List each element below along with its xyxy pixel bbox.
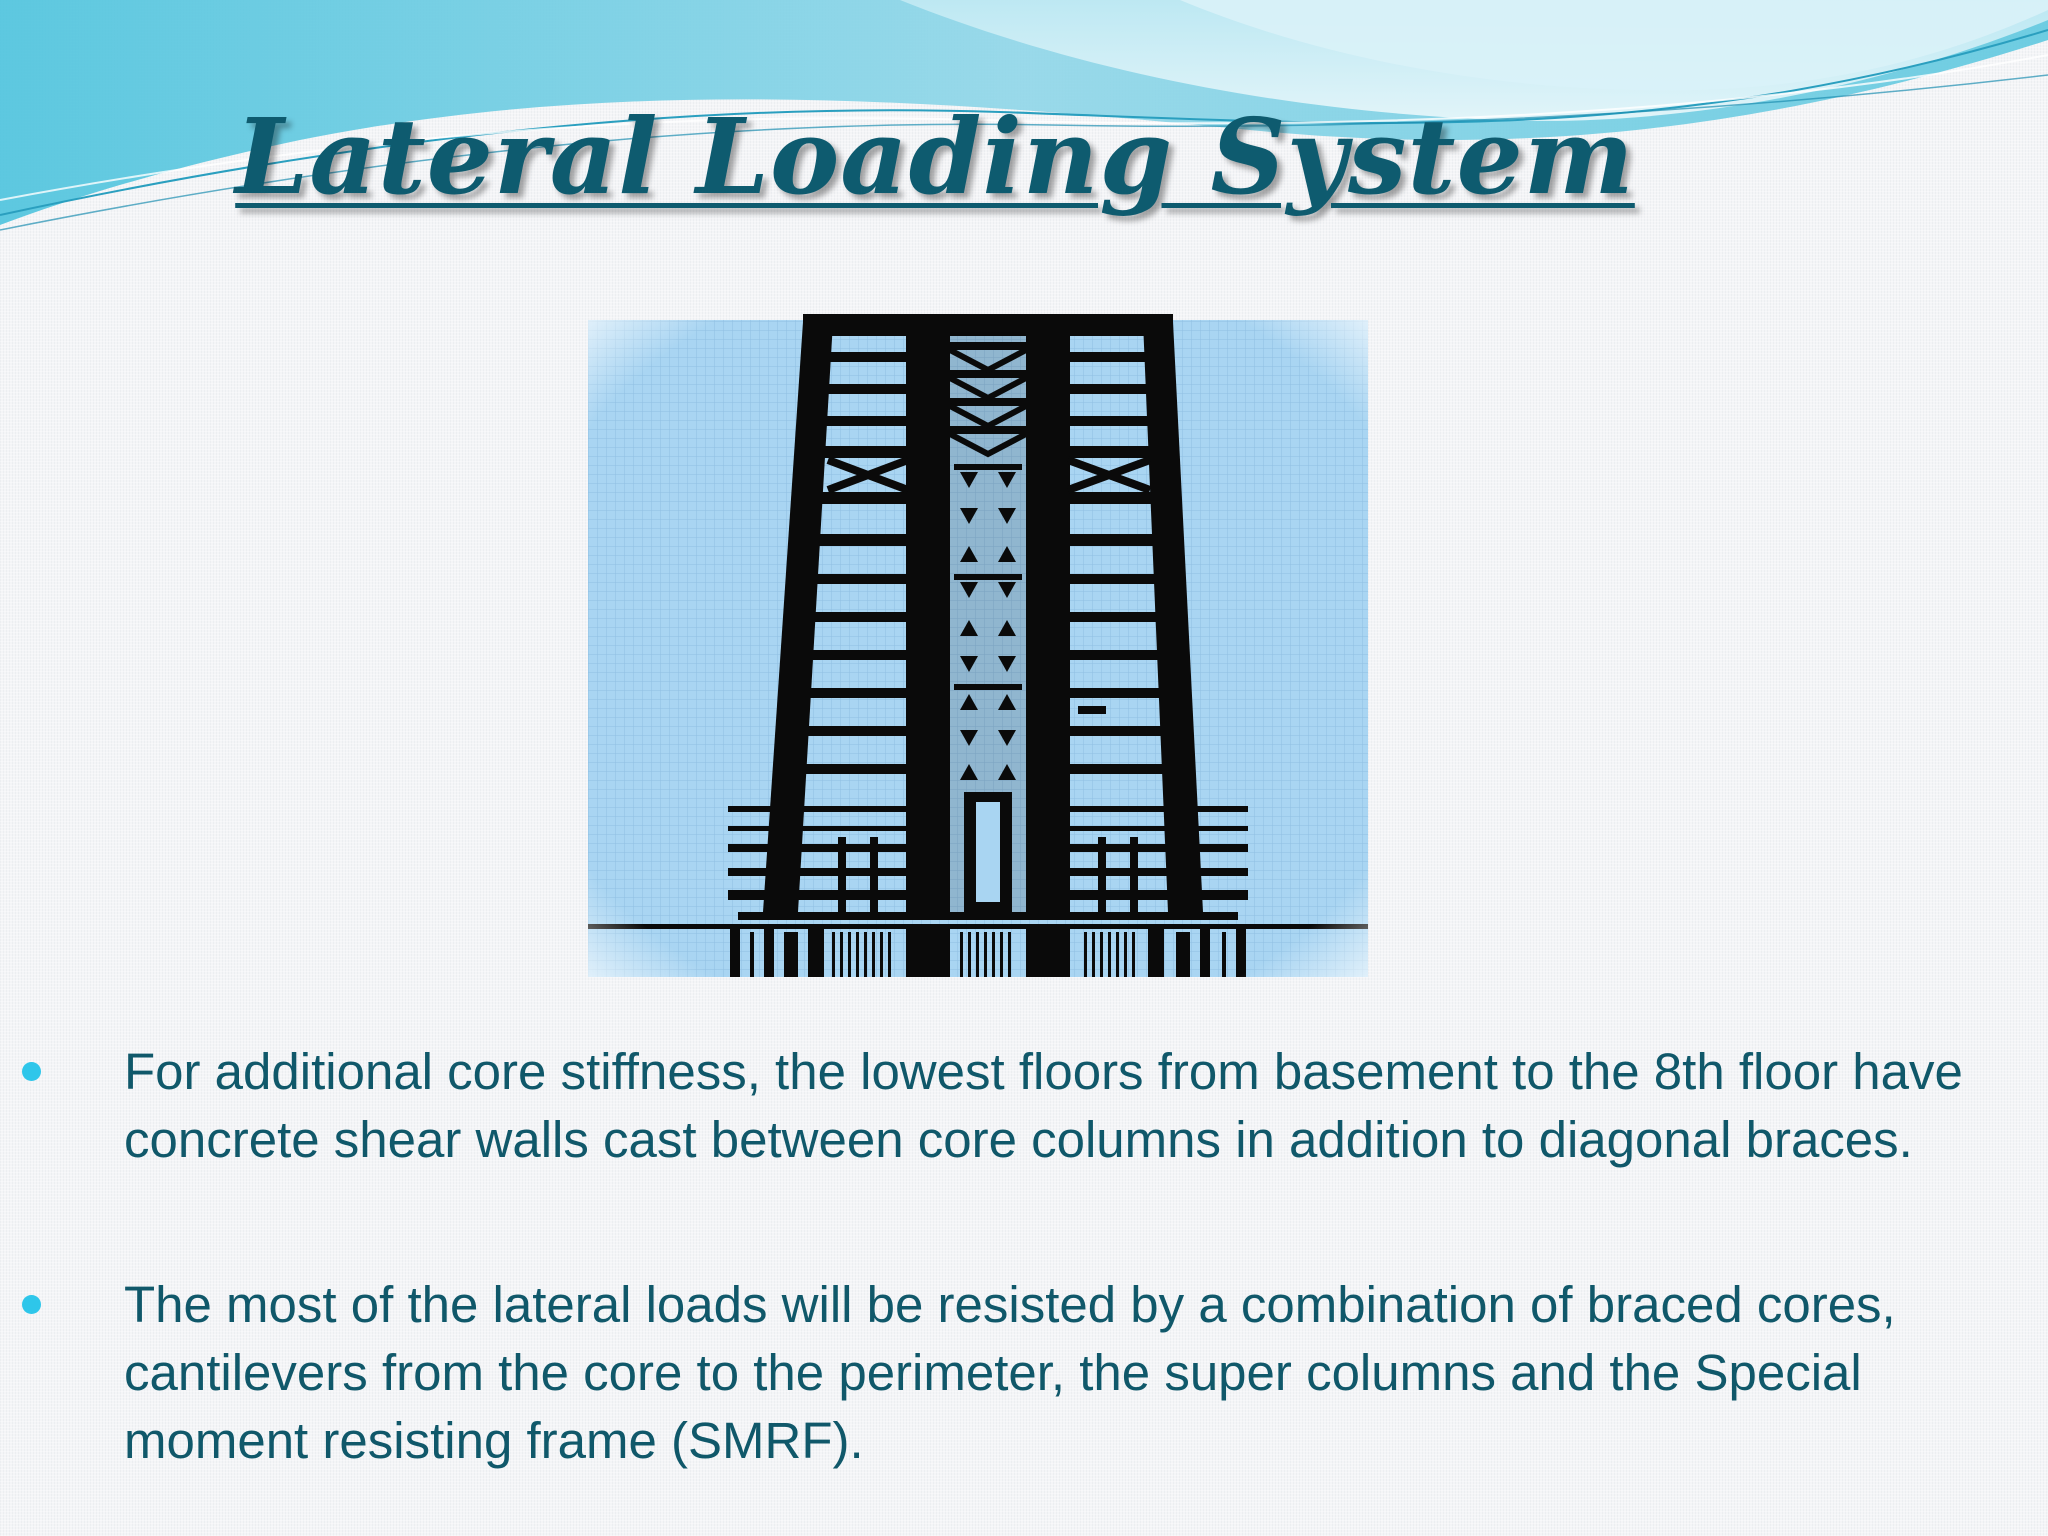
- slide-title: Lateral Loading System: [235, 95, 1635, 218]
- bullet-text: For additional core stiffness, the lowest floors from basement to the 8th floor have concrete shear walls cast between core columns in addition to diagonal braces.: [124, 1043, 1963, 1168]
- bullet-list: [0, 1038, 2048, 1475]
- bullet-item-core-stiffness: [0, 1038, 2048, 1174]
- bullet-text: The most of the lateral loads will be resisted by a combination of braced cores, cantilevers from the core to the perimeter, the super columns and the Special moment resisting frame (SMRF).: [124, 1276, 1896, 1469]
- bullet-dot-icon: [22, 1062, 41, 1081]
- tower-structure-diagram: [588, 312, 1368, 977]
- bullet-item-lateral-loads: [0, 1271, 2048, 1475]
- bullet-dot-icon: [22, 1295, 41, 1314]
